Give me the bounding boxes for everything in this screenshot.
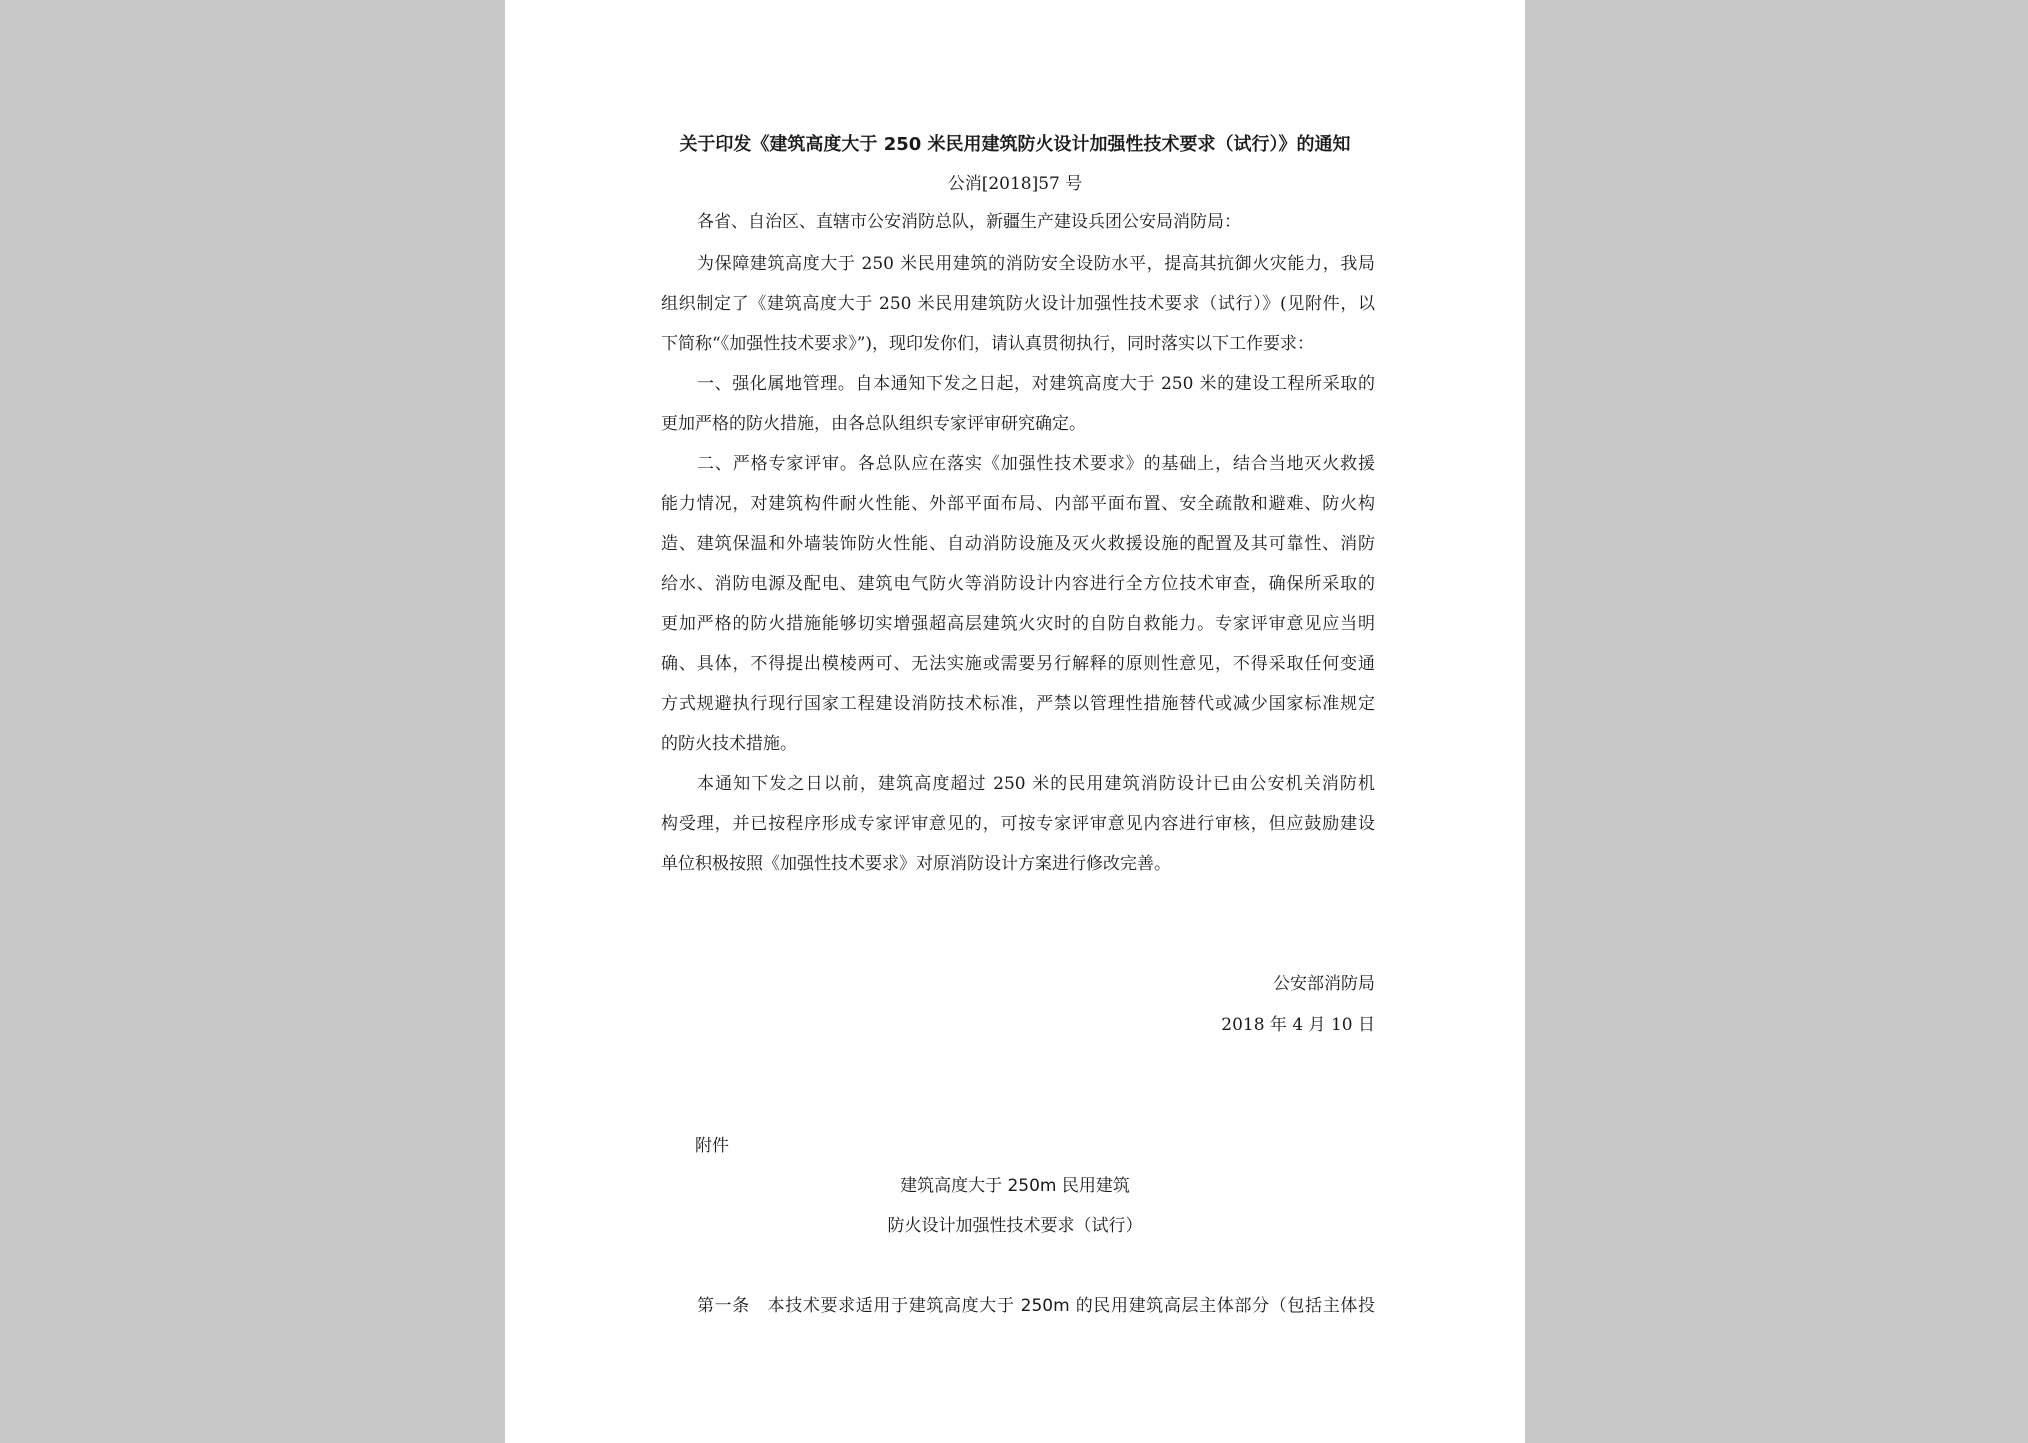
paragraph-line: 确、具体，不得提出模棱两可、无法实施或需要另行解释的原则性意见，不得采取任何变通 <box>661 654 1375 674</box>
salutation: 各省、自治区、直辖市公安消防总队，新疆生产建设兵团公安局消防局： <box>697 212 1241 232</box>
paragraph-line: 单位积极按照《加强性技术要求》对原消防设计方案进行修改完善。 <box>661 854 1171 874</box>
paragraph-line: 为保障建筑高度大于 250 米民用建筑的消防安全设防水平，提高其抗御火灾能力，我局 <box>697 254 1375 274</box>
attachment-title-line2: 防火设计加强性技术要求（试行） <box>887 1216 1143 1236</box>
paragraph-line: 二、严格专家评审。各总队应在落实《加强性技术要求》的基础上，结合当地灭火救援 <box>697 454 1375 474</box>
paragraph-line: 一、强化属地管理。自本通知下发之日起，对建筑高度大于 250 米的建设工程所采取的 <box>697 374 1375 394</box>
issuer: 公安部消防局 <box>1273 974 1375 994</box>
paragraph-line: 构受理，并已按程序形成专家评审意见的，可按专家评审意见内容进行审核，但应鼓励建设 <box>661 814 1375 834</box>
paragraph-line: 下简称“《加强性技术要求》”)，现印发你们，请认真贯彻执行，同时落实以下工作要求： <box>661 334 1315 354</box>
attachment-title-line1: 建筑高度大于 250m 民用建筑 <box>900 1176 1130 1196</box>
issue-date: 2018 年 4 月 10 日 <box>1221 1015 1375 1035</box>
paragraph-line: 本通知下发之日以前，建筑高度超过 250 米的民用建筑消防设计已由公安机关消防机 <box>697 774 1375 794</box>
paragraph-line: 更加严格的防火措施能够切实增强超高层建筑火灾时的自防自救能力。专家评审意见应当明 <box>661 614 1375 634</box>
page-title: 关于印发《建筑高度大于 250 米民用建筑防火设计加强性技术要求（试行）》的通知 <box>679 134 1351 155</box>
paragraph-line: 组织制定了《建筑高度大于 250 米民用建筑防火设计加强性技术要求（试行）》(见附件，以 <box>661 294 1375 314</box>
paragraph-line: 造、建筑保温和外墙装饰防火性能、自动消防设施及灭火救援设施的配置及其可靠性、消防 <box>661 534 1375 554</box>
paragraph-line: 给水、消防电源及配电、建筑电气防火等消防设计内容进行全方位技术审查，确保所采取的 <box>661 574 1375 594</box>
paragraph-line: 能力情况，对建筑构件耐火性能、外部平面布局、内部平面布置、安全疏散和避难、防火构 <box>661 494 1375 514</box>
doc-number: 公消[2018]57 号 <box>947 174 1083 194</box>
paragraph-line: 更加严格的防火措施，由各总队组织专家评审研究确定。 <box>661 414 1086 434</box>
paragraph-line: 方式规避执行现行国家工程建设消防技术标准，严禁以管理性措施替代或减少国家标准规定 <box>661 694 1375 714</box>
attachment-label: 附件 <box>695 1136 729 1156</box>
article-1: 第一条 本技术要求适用于建筑高度大于 250m 的民用建筑高层主体部分（包括主体投 <box>697 1296 1375 1316</box>
paragraph-line: 的防火技术措施。 <box>661 734 797 754</box>
document-page <box>505 0 1525 1443</box>
